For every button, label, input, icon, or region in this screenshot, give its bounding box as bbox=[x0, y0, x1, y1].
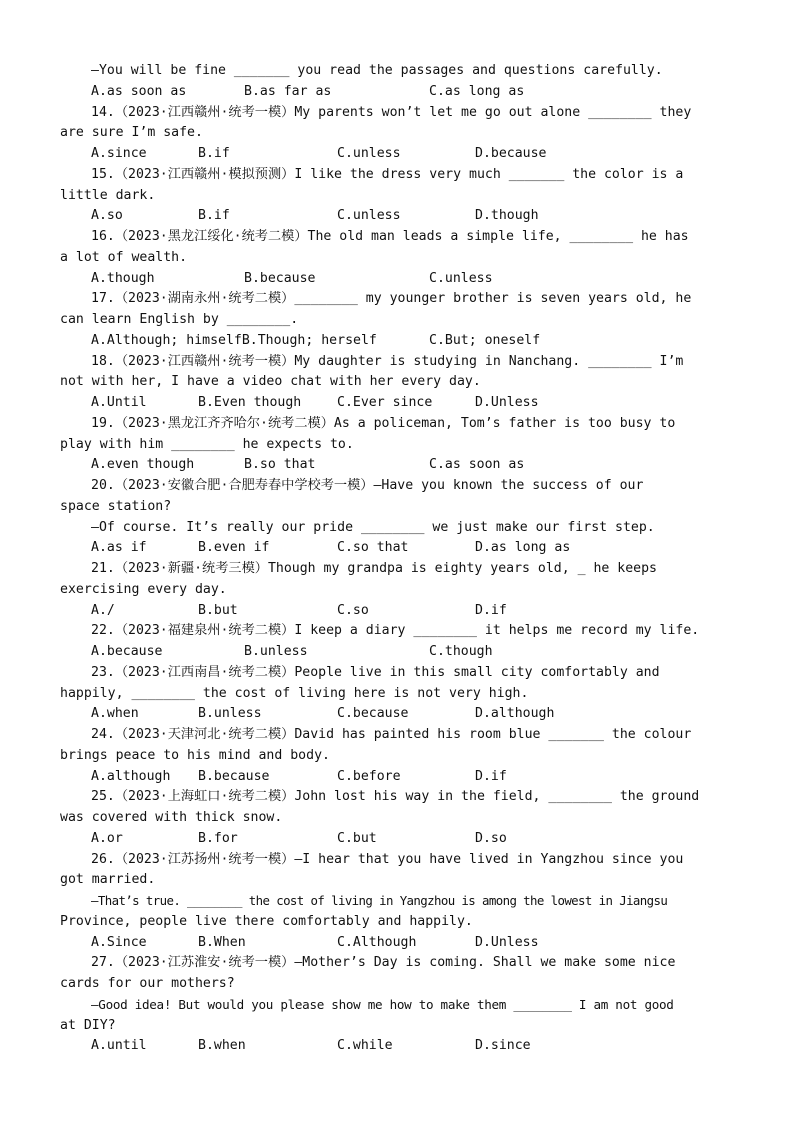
q26-stem: 26.（2023·江苏扬州·统考一模）—I hear that you have lived in Yangzhou since you bbox=[91, 851, 684, 867]
option-a[interactable]: A.when bbox=[91, 706, 139, 722]
q24-options bbox=[60, 767, 734, 788]
option-a[interactable]: A.Until bbox=[91, 395, 147, 410]
option-c[interactable]: C.because bbox=[337, 706, 409, 722]
option-d[interactable]: D.though bbox=[475, 208, 539, 224]
q19-stem-cont: play with him ________ he expects to. bbox=[60, 436, 354, 452]
option-c[interactable]: C.Although bbox=[337, 934, 417, 950]
q14-stem-cont: are sure I’m safe. bbox=[60, 125, 203, 141]
option-b[interactable]: B.even if bbox=[198, 540, 270, 556]
option-c[interactable]: C.so bbox=[337, 602, 369, 618]
q23-stem: 23.（2023·江西南昌·统考二模）People live in this small city comfortably and bbox=[91, 664, 660, 680]
q17-stem-cont: can learn English by ________. bbox=[60, 312, 299, 327]
q13-dialogue: —You will be fine _______ you read the passages and questions carefully. bbox=[91, 63, 663, 78]
q17-stem: 17.（2023·湖南永州·统考二模）________ my younger brother is seven years old, he bbox=[91, 291, 692, 307]
option-a[interactable]: A.since bbox=[91, 146, 147, 161]
option-ab[interactable]: A.Although; himselfB.Though; herself bbox=[91, 332, 377, 348]
option-b[interactable]: B.because bbox=[244, 270, 316, 286]
option-c[interactable]: C.though bbox=[429, 644, 493, 659]
q23-stem-cont: happily, ________ the cost of living here is not very high. bbox=[60, 685, 529, 701]
q16-stem: 16.（2023·黑龙江绥化·统考二模）The old man leads a simple life, ________ he has bbox=[91, 229, 689, 244]
q17-options bbox=[60, 331, 734, 352]
option-a[interactable]: A.as if bbox=[91, 540, 147, 556]
option-a[interactable]: A.until bbox=[91, 1038, 147, 1054]
option-b[interactable]: B.When bbox=[198, 934, 246, 950]
q19-stem: 19.（2023·黑龙江齐齐哈尔·统考二模）As a policeman, Tom’s father is too busy to bbox=[91, 415, 676, 431]
q18-stem: 18.（2023·江西赣州·统考一模）My daughter is studying in Nanchang. ________ I’m bbox=[91, 353, 684, 369]
q27-options bbox=[60, 1036, 734, 1057]
q24-stem: 24.（2023·天津河北·统考二模）David has painted his room blue _______ the colour bbox=[91, 727, 692, 742]
q20-options bbox=[60, 538, 734, 559]
option-d[interactable]: D.Unless bbox=[475, 395, 539, 410]
q21-stem-cont: exercising every day. bbox=[60, 581, 227, 597]
option-b[interactable]: B.but bbox=[198, 602, 238, 618]
option-d[interactable]: D.so bbox=[475, 830, 507, 846]
q20-stem: 20.（2023·安徽合肥·合肥寿春中学校考一模）—Have you known the success of our bbox=[91, 478, 644, 493]
q14-options bbox=[60, 144, 734, 165]
q21-options bbox=[60, 601, 734, 622]
option-c[interactable]: C.unless bbox=[337, 146, 401, 161]
q18-options bbox=[60, 393, 734, 414]
option-a[interactable]: A.as soon as bbox=[91, 83, 187, 99]
option-b[interactable]: B.when bbox=[198, 1038, 246, 1054]
option-a[interactable]: A.or bbox=[91, 830, 123, 846]
option-b[interactable]: B.if bbox=[198, 146, 230, 161]
question-page bbox=[60, 61, 734, 1057]
option-a[interactable]: A.although bbox=[91, 768, 171, 784]
q27-stem: 27.（2023·江苏淮安·统考一模）—Mother’s Day is coming. Shall we make some nice bbox=[91, 955, 676, 971]
option-c[interactable]: C.unless bbox=[337, 208, 401, 224]
q15-options bbox=[60, 206, 734, 227]
option-a[interactable]: A.Since bbox=[91, 934, 147, 950]
option-b[interactable]: B.if bbox=[198, 208, 230, 224]
option-d[interactable]: D.because bbox=[475, 146, 547, 161]
q15-stem: 15.（2023·江西赣州·模拟预测）I like the dress very much _______ the color is a bbox=[91, 166, 684, 182]
option-c[interactable]: C.But; oneself bbox=[429, 332, 541, 348]
option-a[interactable]: A.though bbox=[91, 270, 155, 286]
option-b[interactable]: B.so that bbox=[244, 457, 316, 473]
option-b[interactable]: B.unless bbox=[244, 644, 308, 659]
option-c[interactable]: C.as long as bbox=[429, 83, 525, 99]
option-a[interactable]: A./ bbox=[91, 602, 115, 618]
option-b[interactable]: B.as far as bbox=[244, 83, 332, 99]
option-c[interactable]: C.Ever since bbox=[337, 395, 433, 410]
q25-stem-cont: was covered with thick snow. bbox=[60, 810, 283, 825]
option-d[interactable]: D.as long as bbox=[475, 540, 571, 556]
q26-dialogue-cont: Province, people live there comfortably and happily. bbox=[60, 913, 473, 929]
q20-dialogue: —Of course. It’s really our pride ________ we just make our first step. bbox=[91, 519, 655, 535]
q16-stem-cont: a lot of wealth. bbox=[60, 249, 188, 265]
q14-stem: 14.（2023·江西赣州·统考一模）My parents won’t let me go out alone ________ they bbox=[91, 104, 692, 120]
q21-stem: 21.（2023·新疆·统考三模）Though my grandpa is eighty years old, _ he keeps bbox=[91, 561, 657, 576]
option-c[interactable]: C.while bbox=[337, 1038, 393, 1054]
option-c[interactable]: C.but bbox=[337, 830, 377, 846]
q25-options bbox=[60, 829, 734, 850]
q19-options bbox=[60, 455, 734, 476]
option-d[interactable]: D.although bbox=[475, 706, 555, 722]
q23-options bbox=[60, 704, 734, 725]
option-a[interactable]: A.because bbox=[91, 644, 163, 659]
q26-options bbox=[60, 933, 734, 954]
option-d[interactable]: D.since bbox=[475, 1038, 531, 1054]
q27-dialogue: —Good idea! But would you please show me how to make them ________ I am not good bbox=[91, 996, 674, 1012]
q20-stem-cont: space station? bbox=[60, 498, 172, 514]
option-b[interactable]: B.because bbox=[198, 768, 270, 784]
q15-stem-cont: little dark. bbox=[60, 187, 156, 203]
q13-options bbox=[60, 82, 734, 103]
q26-dialogue: —That’s true. ________ the cost of living in Yangzhou is among the lowest in Jiangsu bbox=[91, 893, 668, 908]
q24-stem-cont: brings peace to his mind and body. bbox=[60, 747, 330, 763]
q27-dialogue-cont: at DIY? bbox=[60, 1017, 116, 1033]
option-b[interactable]: B.unless bbox=[198, 706, 262, 722]
option-b[interactable]: B.Even though bbox=[198, 395, 302, 410]
option-a[interactable]: A.even though bbox=[91, 457, 195, 473]
q26-stem-cont: got married. bbox=[60, 872, 156, 888]
q22-options bbox=[60, 642, 734, 663]
option-a[interactable]: A.so bbox=[91, 208, 123, 224]
option-d[interactable]: D.if bbox=[475, 602, 507, 618]
option-c[interactable]: C.so that bbox=[337, 540, 409, 556]
option-d[interactable]: D.Unless bbox=[475, 934, 539, 950]
option-c[interactable]: C.before bbox=[337, 768, 401, 784]
option-c[interactable]: C.as soon as bbox=[429, 457, 525, 473]
option-d[interactable]: D.if bbox=[475, 768, 507, 784]
option-c[interactable]: C.unless bbox=[429, 270, 493, 286]
option-b[interactable]: B.for bbox=[198, 830, 238, 846]
q16-options bbox=[60, 269, 734, 290]
q27-stem-cont: cards for our mothers? bbox=[60, 976, 235, 991]
q25-stem: 25.（2023·上海虹口·统考二模）John lost his way in the field, ________ the ground bbox=[91, 789, 700, 805]
q18-stem-cont: not with her, I have a video chat with her every day. bbox=[60, 374, 481, 390]
q22-stem: 22.（2023·福建泉州·统考二模）I keep a diary ________ it helps me record my life. bbox=[91, 623, 700, 639]
